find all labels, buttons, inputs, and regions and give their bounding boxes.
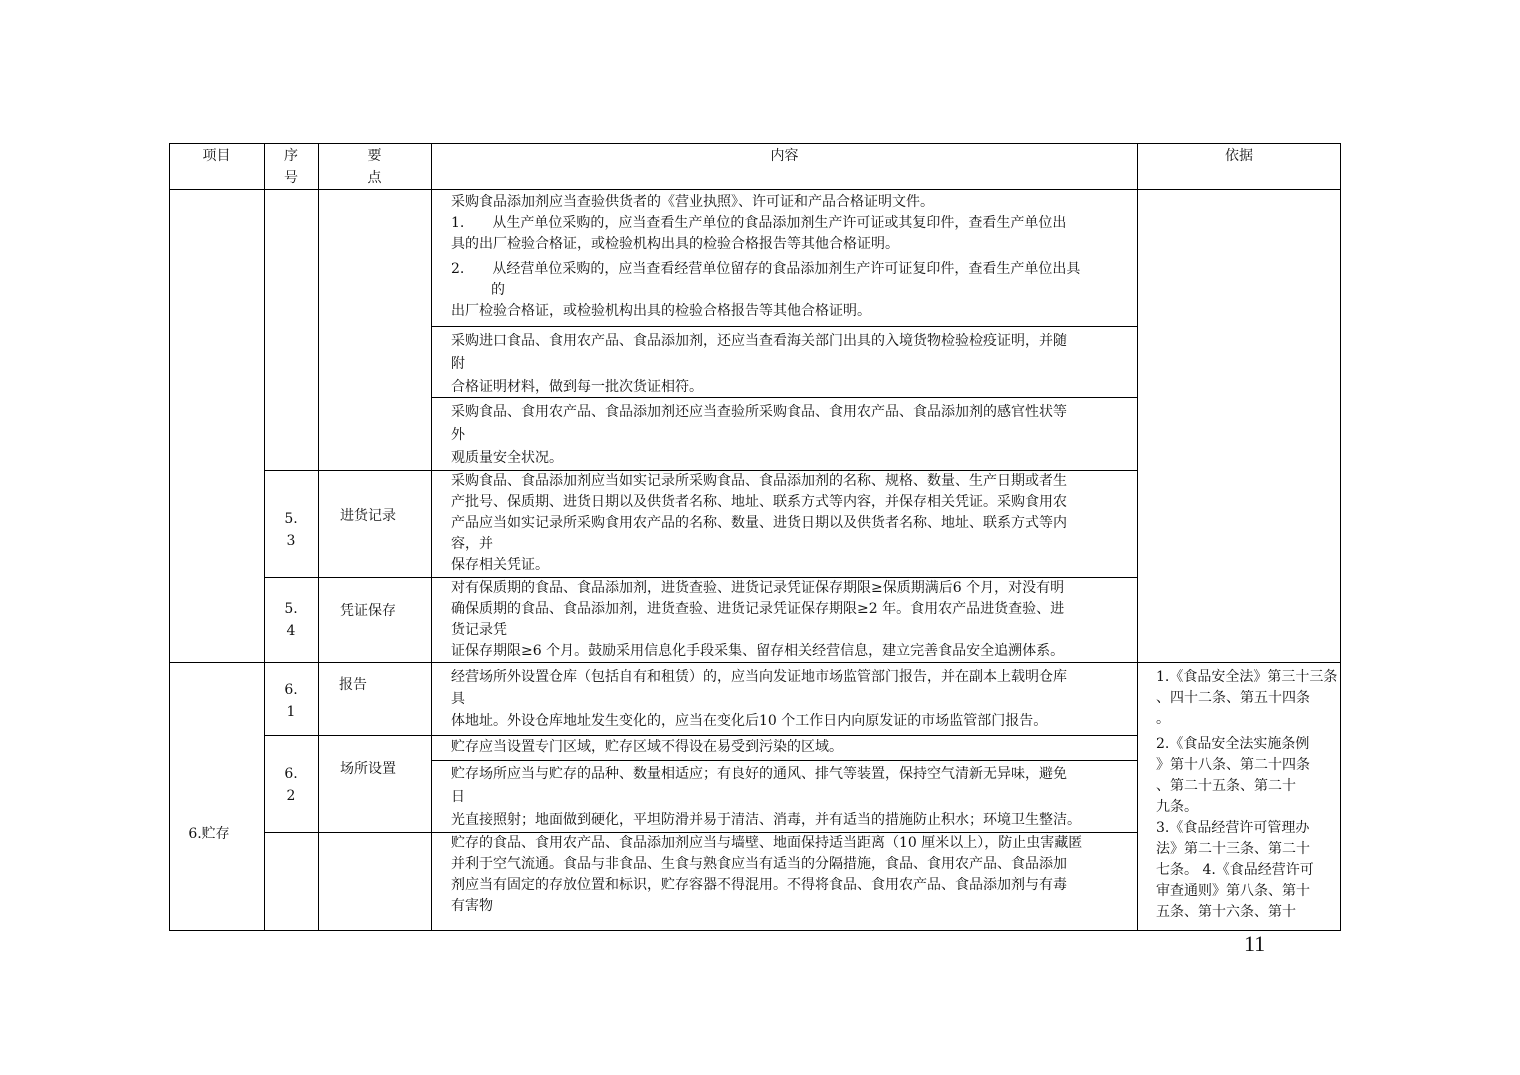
text-line: 具 <box>451 691 465 707</box>
seq-line: 4 <box>286 623 296 639</box>
header-key-line: 要 <box>367 148 382 164</box>
basis-line: 3.《食品经营许可管理办 <box>1156 820 1310 836</box>
text-line: 经营场所外设置仓库（包括自有和租赁）的，应当向发证地市场监管部门报告，并在副本上载明仓库 <box>451 669 1067 685</box>
seq-line: 5. <box>284 601 298 617</box>
text-line: 外 <box>451 427 465 443</box>
text-line: 体地址。外设仓库地址发生变化的，应当在变化后10 个工作日内向原发证的市场监管部门报告。 <box>451 713 1048 729</box>
text-line: 货记录凭 <box>451 622 507 638</box>
basis-line: 法》第二十三条、第二十 <box>1156 841 1310 857</box>
text-line: 证保存期限≥6 个月。鼓励采用信息化手段采集、留存相关经营信息，建立完善食品安全追溯体系。 <box>451 643 1065 659</box>
text-line: 采购食品、食品添加剂应当如实记录所采购食品、食品添加剂的名称、规格、数量、生产日期或者生 <box>451 473 1067 489</box>
basis-line: 2.《食品安全法实施条例 <box>1156 736 1310 752</box>
seq-line: 6. <box>284 766 298 782</box>
text-line: 贮存的食品、食用农产品、食品添加剂应当与墙壁、地面保持适当距离（10 厘米以上），防止虫害藏匿 <box>451 835 1083 851</box>
text-line: 2. 从经营单位采购的，应当查看经营单位留存的食品添加剂生产许可证复印件，查看生产单位出具 <box>451 261 1081 277</box>
row4-key: 进货记录 <box>340 508 396 524</box>
table-left-border <box>169 143 170 931</box>
text-line: 日 <box>451 789 465 805</box>
row4-seq <box>264 508 318 552</box>
basis-line: 、四十二条、第五十四条 <box>1156 690 1310 706</box>
text-line: 观质量安全状况。 <box>451 450 563 466</box>
row7-key: 场所设置 <box>340 761 396 777</box>
text-line: 贮存应当设置专门区域，贮存区域不得设在易受到污染的区域。 <box>451 739 843 755</box>
text-line: 采购食品添加剂应当查验供货者的《营业执照》、许可证和产品合格证明文件。 <box>451 194 934 210</box>
page-number: 11 <box>1244 931 1266 956</box>
table-bottom-border <box>169 930 1341 931</box>
text-line: 剂应当有固定的存放位置和标识，贮存容器不得混用。不得将食品、食用农产品、食品添加剂与有毒 <box>451 877 1067 893</box>
text-line: 产品应当如实记录所采购食用农产品的名称、数量、进货日期以及供货者名称、地址、联系方式等内 <box>451 515 1067 531</box>
text-line: 保存相关凭证。 <box>451 557 549 573</box>
row-divider <box>264 735 1138 736</box>
row7-content-b <box>451 763 1135 832</box>
text-line: 贮存场所应当与贮存的品种、数量相适应；有良好的通风、排气等装置，保持空气清新无异味，避免 <box>451 766 1067 782</box>
row-divider <box>431 326 1138 327</box>
column-divider <box>431 143 432 931</box>
header-basis: 依据 <box>1225 148 1253 164</box>
basis-line: 、第二十五条、第二十 <box>1156 778 1296 794</box>
row1-content <box>451 192 1135 322</box>
section-6-item: 6.贮存 <box>188 826 230 842</box>
basis-line: 五条、第十六条、第十 <box>1156 904 1296 920</box>
text-line: 产批号、保质期、进货日期以及供货者名称、地址、联系方式等内容，并保存相关凭证。采购食用农 <box>451 494 1067 510</box>
row6-content <box>451 666 1135 732</box>
section-divider <box>169 662 1341 663</box>
text-line: 采购食品、食用农产品、食品添加剂还应当查验所采购食品、食用农产品、食品添加剂的感官性状等 <box>451 404 1067 420</box>
row5-key: 凭证保存 <box>340 603 396 619</box>
header-key-line: 点 <box>367 170 382 186</box>
text-line: 确保质期的食品、食品添加剂，进货查验、进货记录凭证保存期限≥2 年。食用农产品进货查验、进 <box>451 601 1065 617</box>
header-seq <box>264 145 318 189</box>
row6-key: 报告 <box>339 677 367 693</box>
seq-line: 2 <box>286 788 296 804</box>
row4-content <box>451 471 1135 576</box>
text-line: 附 <box>451 356 465 372</box>
seq-line: 6. <box>284 682 298 698</box>
column-divider <box>1137 143 1138 931</box>
text-line: 采购进口食品、食用农产品、食品添加剂，还应当查看海关部门出具的入境货物检验检疫证明，并随 <box>451 333 1067 349</box>
header-seq-line: 号 <box>284 170 298 186</box>
basis-line: 1.《食品安全法》第三十三条 <box>1156 669 1338 685</box>
row5-seq <box>264 598 318 642</box>
row3-content <box>451 401 1135 470</box>
basis-line: 》第十八条、第二十四条 <box>1156 757 1310 773</box>
text-line: 光直接照射；地面做到硬化，平坦防滑并易于清洁、消毒，并有适当的措施防止积水；环境卫生整洁。 <box>451 812 1081 828</box>
text-line: 的 <box>491 282 505 298</box>
basis-content <box>1156 667 1338 923</box>
column-divider <box>318 143 319 931</box>
row7-content-a <box>451 737 1135 758</box>
seq-line: 3 <box>286 533 296 549</box>
text-line: 出厂检验合格证，或检验机构出具的检验合格报告等其他合格证明。 <box>451 303 871 319</box>
table-top-border <box>169 143 1341 144</box>
text-line: 合格证明材料，做到每一批次货证相符。 <box>451 379 703 395</box>
basis-line: 审查通则》第八条、第十 <box>1156 883 1310 899</box>
row2-content <box>451 330 1135 399</box>
text-line: 并利于空气流通。食品与非食品、生食与熟食应当有适当的分隔措施，食品、食用农产品、食品添加 <box>451 856 1067 872</box>
row6-seq <box>264 679 318 723</box>
text-line: 具的出厂检验合格证，或检验机构出具的检验合格报告等其他合格证明。 <box>451 236 899 252</box>
seq-line: 1 <box>286 704 296 720</box>
header-content: 内容 <box>770 148 799 164</box>
basis-line: 九条。 <box>1156 799 1198 815</box>
text-line: 有害物 <box>451 898 493 914</box>
header-item: 项目 <box>202 148 231 164</box>
text-line: 容，并 <box>451 536 493 552</box>
row-divider <box>431 760 1138 761</box>
seq-line: 5. <box>284 511 298 527</box>
basis-line: 七条。 4.《食品经营许可 <box>1156 862 1314 878</box>
header-seq-line: 序 <box>284 148 298 164</box>
basis-line: 。 <box>1156 711 1170 727</box>
text-line: 1. 从生产单位采购的，应当查看生产单位的食品添加剂生产许可证或其复印件，查看生产单位出 <box>451 215 1067 231</box>
row5-content <box>451 578 1135 662</box>
table-right-border <box>1340 143 1341 931</box>
header-key <box>318 145 431 189</box>
text-line: 对有保质期的食品、食品添加剂，进货查验、进货记录凭证保存期限≥保质期满后6 个月，对没有明 <box>451 580 1065 596</box>
row7-seq <box>264 763 318 807</box>
row8-content <box>451 833 1135 917</box>
header-bottom-border <box>169 189 1341 190</box>
